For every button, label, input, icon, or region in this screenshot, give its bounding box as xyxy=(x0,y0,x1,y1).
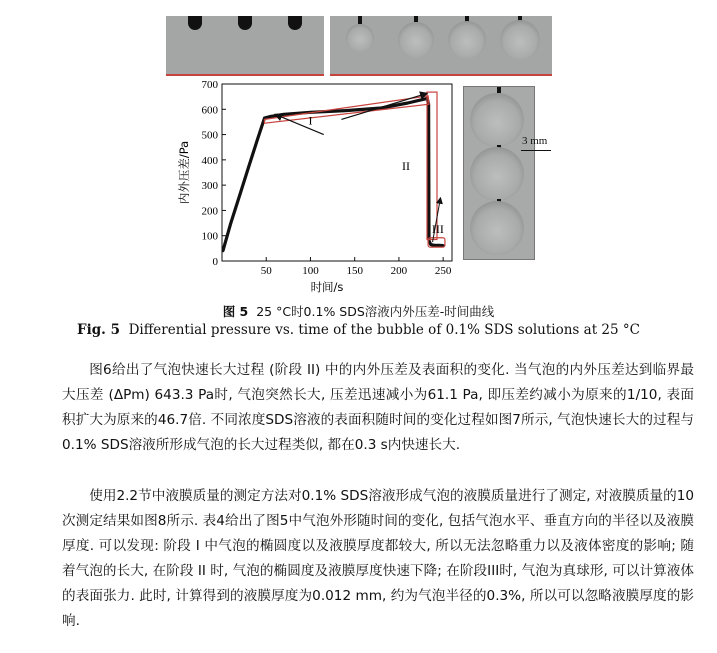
bubble-image xyxy=(448,21,486,59)
y-axis-label: 内外压差/Pa xyxy=(177,140,191,205)
x-tick-label: 150 xyxy=(346,265,363,277)
caption-text-cn: 25 °C时0.1% SDS溶液内外压差-时间曲线 xyxy=(256,304,495,319)
bubble-image xyxy=(346,24,374,52)
bubble-image xyxy=(500,20,540,60)
data-point xyxy=(429,243,432,246)
y-tick-label: 300 xyxy=(201,180,218,193)
body-paragraph-2: 使用2.2节中液膜质量的测定方法对0.1% SDS溶液形成气泡的液膜质量进行了测定, 对液膜质量的10次测定结果如图8所示. 表4给出了图5中气泡外形随时间的变化, 包括气泡水平、垂直方向的半径以及液膜厚度. 可以发现: 阶段 I 中气泡的椭圆度以及液膜厚度都较大, 所以无法忽略重力以及液体密度的影响; 随着气泡的长大, 在阶段 II 时, 气泡的椭圆度及液膜厚度快速下降; 在阶段III时, 气泡为真球形, 可以计算液体的表面张力. 此时, 计算得到的液膜厚度为0.012 mm, 约为气泡半径的0.3%, 所以可以忽略液膜厚度的影响. xyxy=(62,488,694,629)
droplet-image xyxy=(238,16,252,30)
figure-caption-en xyxy=(0,322,717,338)
y-tick-label: 600 xyxy=(201,104,218,117)
data-point xyxy=(437,244,440,247)
y-tick-label: 200 xyxy=(201,205,218,218)
bubble-image xyxy=(398,22,434,58)
caption-label-en: Fig. 5 xyxy=(77,322,120,338)
data-point xyxy=(229,222,232,225)
y-tick-label: 400 xyxy=(201,154,218,167)
pressure-time-chart xyxy=(170,76,470,296)
bubble-image xyxy=(470,147,524,201)
caption-text-en: Differential pressure vs. time of the bubble of 0.1% SDS solutions at 25 °C xyxy=(128,322,640,338)
x-axis-label: 时间/s xyxy=(310,280,344,294)
data-point xyxy=(344,109,347,112)
scale-bar xyxy=(521,150,551,151)
data-series-line xyxy=(223,98,443,251)
x-tick-label: 200 xyxy=(390,265,408,277)
x-tick-label: 50 xyxy=(260,265,272,277)
bubble-image xyxy=(470,201,524,255)
stage-label: III xyxy=(431,222,444,237)
data-point xyxy=(406,102,409,105)
x-tick-label: 250 xyxy=(434,265,452,277)
data-point xyxy=(433,244,436,247)
photo-strip-stage1 xyxy=(166,16,324,76)
figure-caption-cn xyxy=(0,302,717,320)
chart-data-layer xyxy=(221,97,444,252)
chart-annotations xyxy=(264,92,444,247)
data-point xyxy=(283,113,286,116)
photo-strip-stage2 xyxy=(330,16,552,76)
y-tick-label: 500 xyxy=(201,129,218,142)
stage-label: I xyxy=(308,113,313,128)
y-tick-label: 700 xyxy=(201,79,218,91)
data-point xyxy=(269,115,272,118)
droplet-image xyxy=(288,16,302,30)
data-point xyxy=(221,249,224,252)
data-point xyxy=(238,194,241,197)
droplet-image xyxy=(188,16,202,30)
body-paragraph-1: 图6给出了气泡快速长大过程 (阶段 II) 中的内外压差及表面积的变化. 当气泡的内外压差达到临界最大压差 (ΔPm) 643.3 Pa时, 气泡突然长大, 压差迅速减小为61.1 Pa, 即压差约减小为原来的1/10, 表面积扩大为原来的46.7倍. 不同浓度SDS溶液的表面积随时间的变化过程如图7所示, 气泡快速长大的过程与0.1% SDS溶液所形成气泡的长大过程类似, 都在0.3 s内快速长大. xyxy=(62,362,694,453)
nozzle-image xyxy=(358,16,362,24)
stage-label: II xyxy=(402,158,410,173)
y-tick-label: 0 xyxy=(212,256,218,268)
y-tick-label: 100 xyxy=(201,230,218,243)
data-point xyxy=(256,138,259,141)
bubble-image xyxy=(470,93,524,147)
data-point xyxy=(247,166,250,169)
x-tick-label: 100 xyxy=(302,265,319,277)
scale-label: 3 mm xyxy=(522,135,548,147)
caption-label-cn: 图 5 xyxy=(222,304,249,319)
photo-column-stage3 xyxy=(463,86,535,260)
